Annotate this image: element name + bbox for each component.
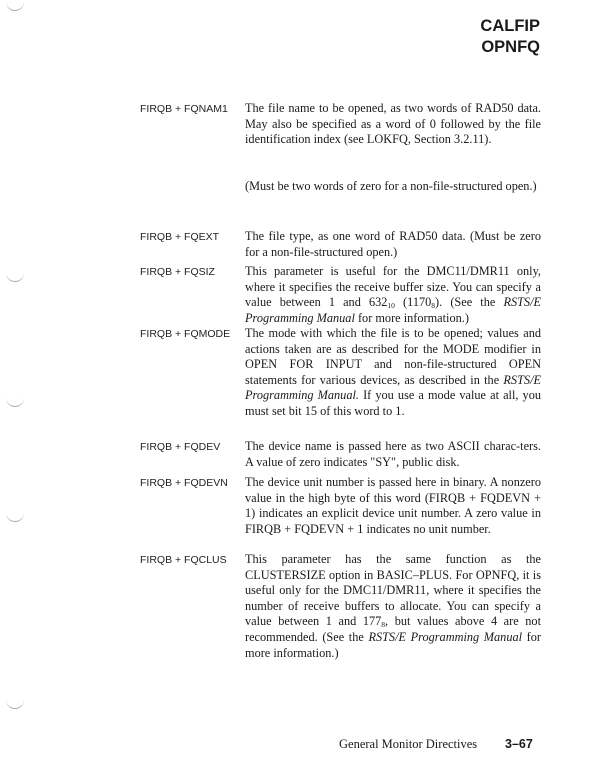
parameter-label: FIRQB + FQDEVN — [140, 477, 228, 489]
text-run: The device unit number is passed here in binary. A nonzero value in the high byte of this word (FIRQB + FQDEVN + 1) indicates an explicit device unit number. A zero value in FIRQB + FQDEVN + 1 indicates no unit number. — [245, 475, 541, 536]
parameter-description — [245, 264, 541, 326]
text-run: This parameter is useful for the DMC11/DMR11 only, where it specifies the receive buffer size. You can specify a value between 1 and 632 — [245, 264, 541, 310]
text-run: for more information.) — [354, 310, 469, 325]
manual-title: RSTS/E Programming Manual — [245, 295, 542, 325]
text-run: The file type, as one word of RAD50 data. (Must be zero for a non-file-structured open.) — [245, 229, 541, 259]
parameter-description — [245, 439, 541, 470]
parameter-label: FIRQB + FQMODE — [140, 328, 231, 340]
parameter-label: FIRQB + FQNAM1 — [140, 103, 228, 115]
text-run: The device name is passed here as two ASCII charac-ters. A value of zero indicates "SY", public disk. — [245, 439, 541, 469]
text-run: If you use a mode value at all, you must set bit 15 of this word to 1. — [245, 388, 541, 418]
parameter-description — [245, 475, 541, 537]
text-run: ). (See the — [435, 295, 504, 310]
text-run: The file name to be opened, as two words of RAD50 data. May also be specified as a word of 0 followed by the file identification index (see LOKFQ, Section 3.2.11). — [245, 101, 541, 147]
parameter-description — [245, 229, 541, 260]
subscript: 8 — [431, 301, 436, 311]
manual-title: RSTS/E Programming Manual. — [245, 372, 541, 403]
section-heading: CALFIP — [480, 17, 540, 35]
scan-mark — [6, 2, 24, 11]
parameter-label: FIRQB + FQSIZ — [140, 266, 215, 278]
scan-mark — [6, 398, 24, 407]
parameter-description — [245, 101, 541, 148]
text-run: (1170 — [394, 295, 432, 310]
directive-heading: OPNFQ — [481, 38, 540, 56]
scan-mark — [6, 700, 24, 709]
scan-mark — [6, 513, 24, 522]
text-run: for more information.) — [245, 629, 541, 660]
scan-mark — [6, 273, 24, 282]
footer-title: General Monitor Directives — [339, 737, 478, 751]
text-run: (Must be two words of zero for a non-file-structured open.) — [245, 179, 537, 193]
parameter-label: FIRQB + FQDEV — [140, 441, 221, 453]
text-run: This parameter has the same function as the CLUSTERSIZE option in BASIC–PLUS. For OPNFQ, it is useful only for the DMC11/DMR11, where it specifies the number of receive buffers to allocate. You can specify a value between 1 and 177 — [245, 552, 541, 629]
subscript: 8 — [381, 620, 386, 630]
page-number: 3–67 — [505, 737, 533, 751]
manual-title: RSTS/E Programming Manual — [368, 629, 523, 644]
parameter-description — [245, 179, 541, 195]
parameter-label: FIRQB + FQEXT — [140, 231, 220, 243]
text-run: , but values above 4 are not recommended. (See the — [245, 614, 541, 644]
parameter-description — [245, 552, 541, 661]
parameter-label: FIRQB + FQCLUS — [140, 554, 227, 566]
subscript: 10 — [387, 301, 395, 311]
parameter-description — [245, 326, 541, 420]
text-run: The mode with which the file is to be opened; values and actions taken are as described for the MODE modifier in OPEN FOR INPUT and non-file-structured OPEN statements for various devices, as described in the — [245, 326, 541, 387]
